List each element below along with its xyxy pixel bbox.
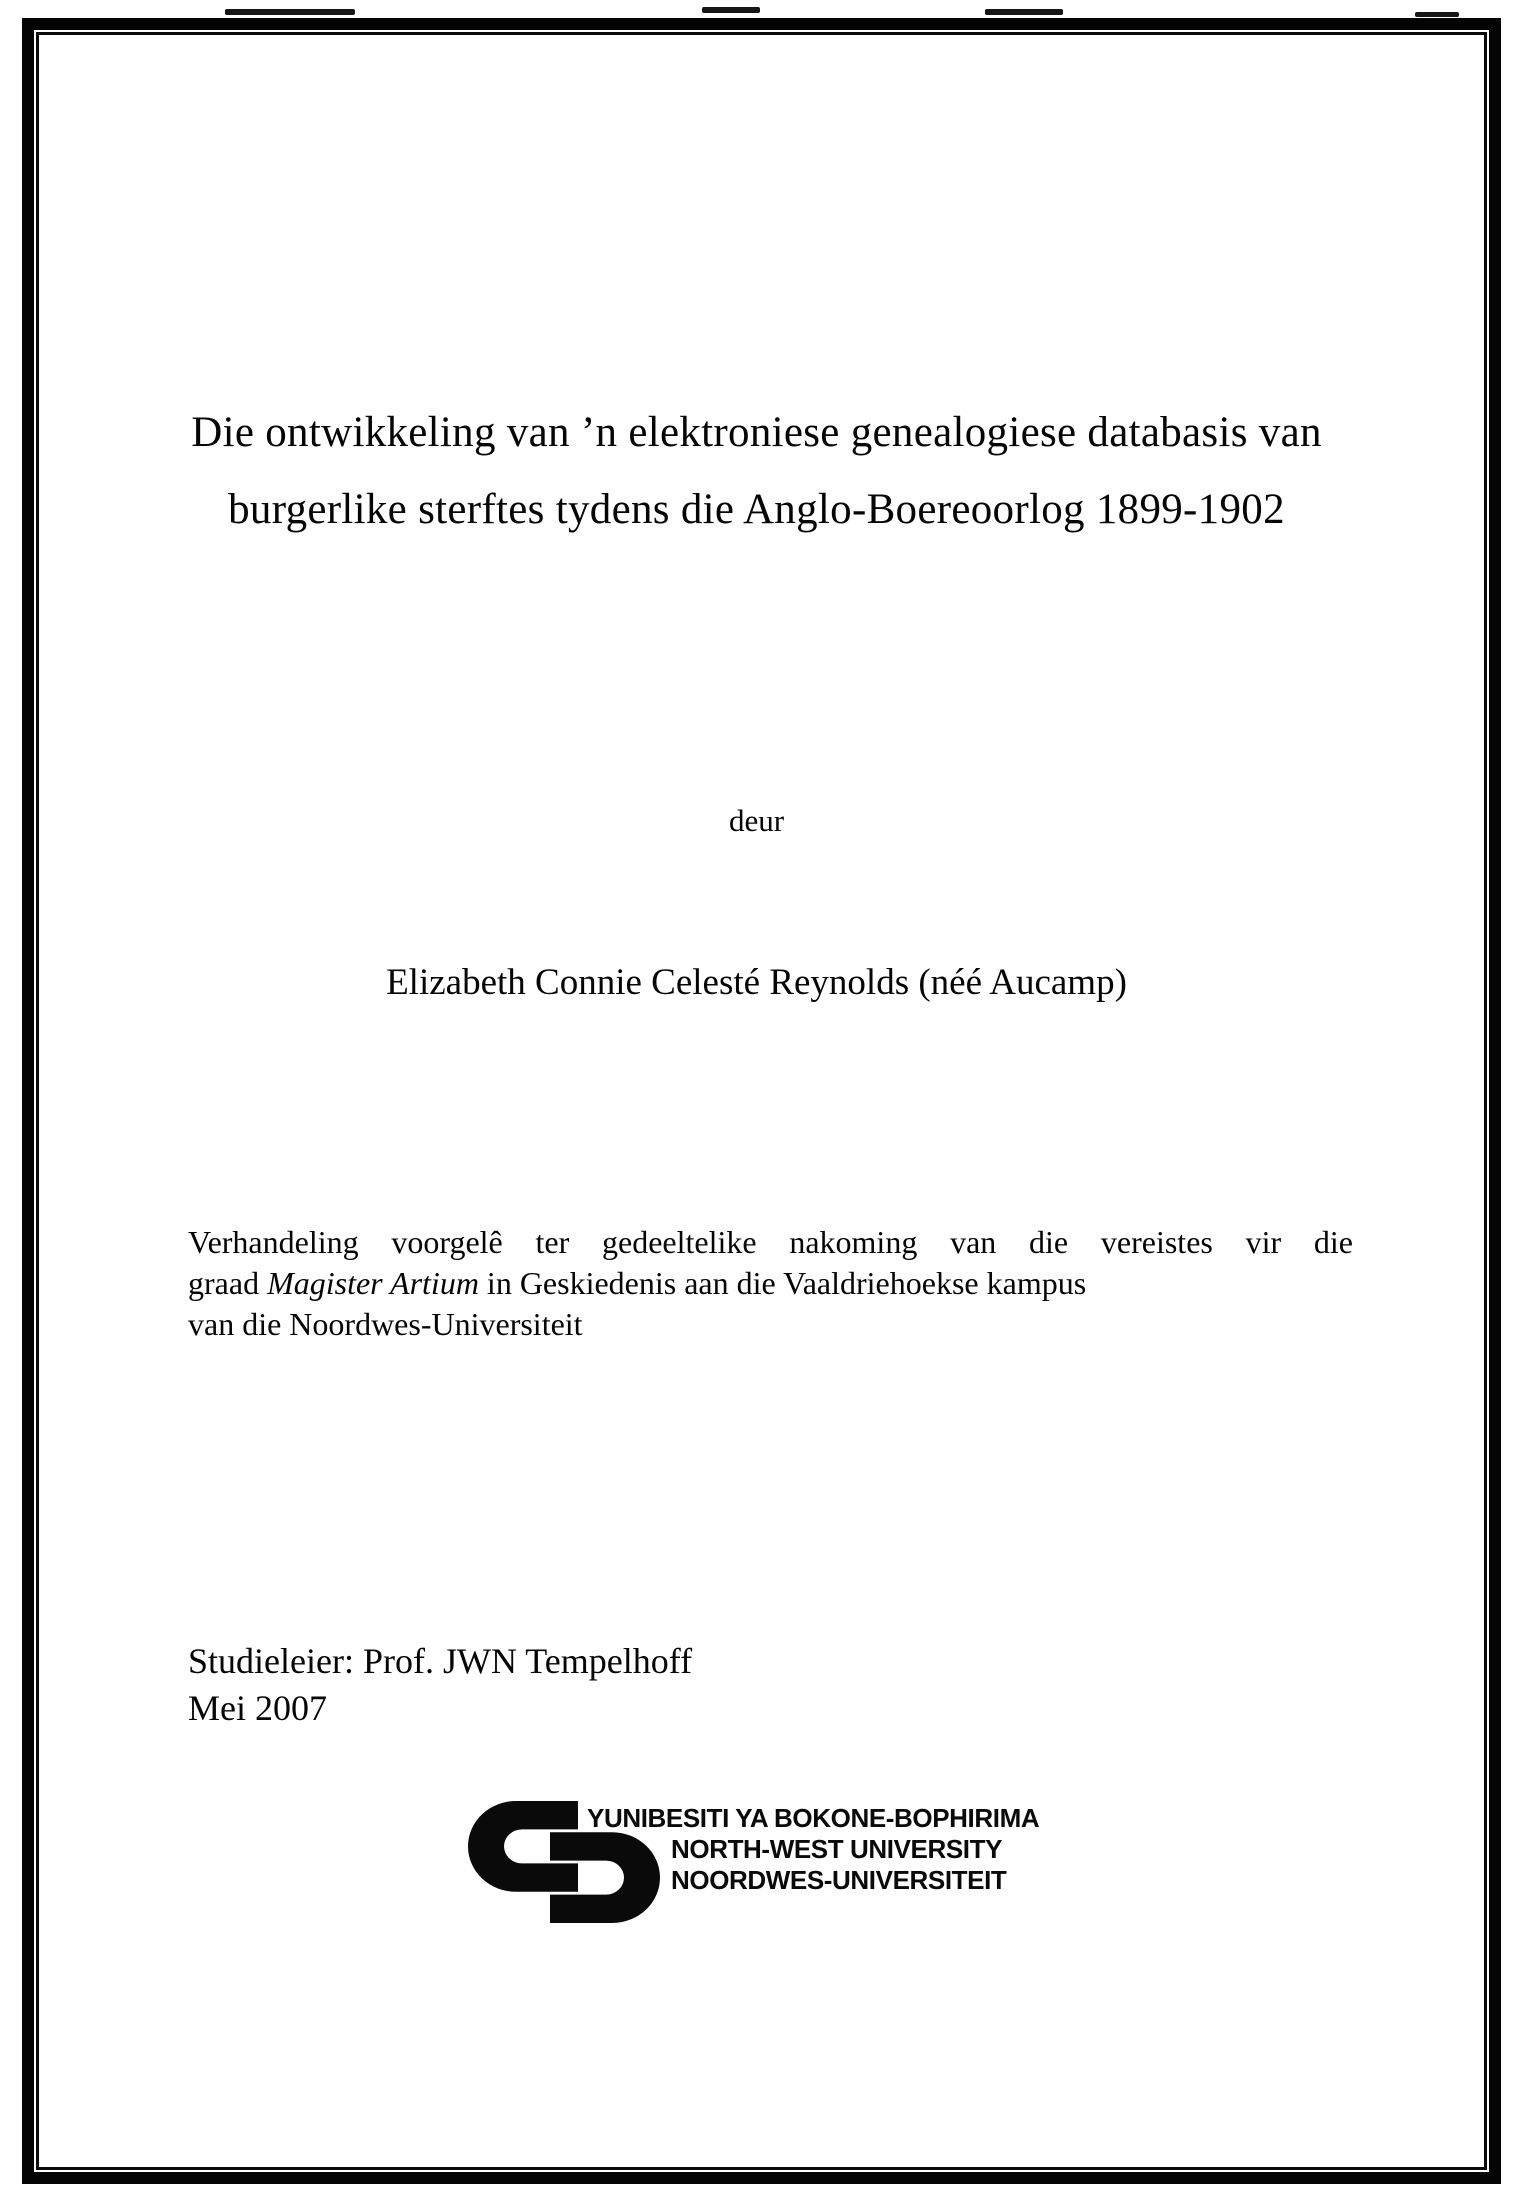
scan-smudge xyxy=(702,7,760,13)
submission-statement xyxy=(188,1222,1353,1345)
supervisor-line: Studieleier: Prof. JWN Tempelhoff xyxy=(188,1641,693,1681)
scan-smudge xyxy=(1415,12,1459,17)
submission-line-2 xyxy=(188,1263,1353,1304)
submission-line-2-post: in Geskiedenis aan die Vaaldriehoekse kampus xyxy=(478,1265,1087,1301)
wordmark-english: NORTH-WEST UNIVERSITY xyxy=(671,1834,1003,1864)
university-wordmark xyxy=(587,1803,1040,1896)
byline: deur xyxy=(728,803,785,838)
thesis-title-line-2: burgerlike sterftes tydens die Anglo-Boereoorlog 1899-1902 xyxy=(228,486,1285,533)
university-logo xyxy=(468,1801,1039,1923)
author-name: Elizabeth Connie Celesté Reynolds (néé Aucamp) xyxy=(386,962,1127,1003)
submission-line-2-pre: graad xyxy=(188,1265,268,1301)
date-line: Mei 2007 xyxy=(188,1688,327,1728)
supervisor-block xyxy=(188,1638,692,1732)
wordmark-setswana: YUNIBESITI YA BOKONE-BOPHIRIMA xyxy=(587,1803,1040,1833)
thesis-title xyxy=(90,394,1423,548)
scan-smudge xyxy=(985,9,1063,15)
submission-line-3: van die Noordwes-Universiteit xyxy=(188,1306,583,1342)
degree-name-italic: Magister Artium xyxy=(267,1265,479,1301)
submission-line-1: Verhandeling voorgelê ter gedeeltelike nakoming van die vereistes vir die xyxy=(188,1224,1353,1260)
thesis-title-line-1: Die ontwikkeling van ’n elektroniese genealogiese databasis van xyxy=(191,409,1322,456)
scan-smudge xyxy=(225,9,355,15)
wordmark-afrikaans: NOORDWES-UNIVERSITEIT xyxy=(671,1865,1007,1895)
